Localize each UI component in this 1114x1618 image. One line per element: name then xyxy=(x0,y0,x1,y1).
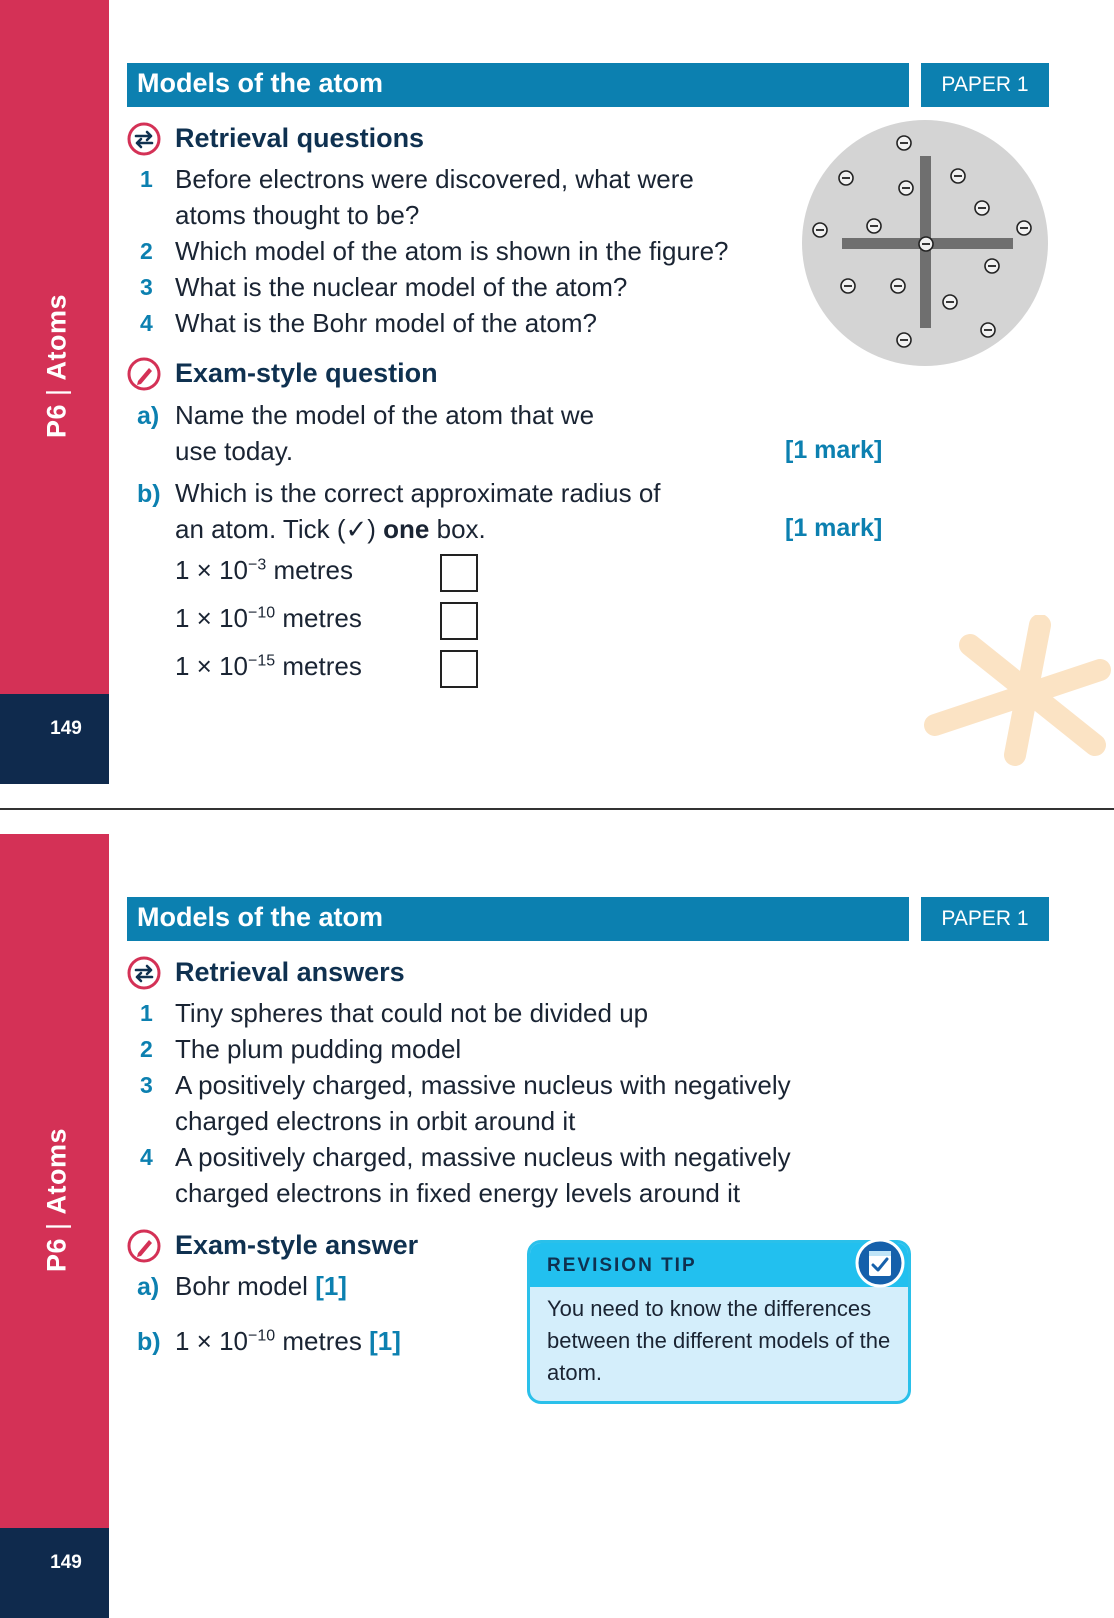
title-bar xyxy=(127,63,909,107)
part-a-text: Name the model of the atom that we xyxy=(175,400,595,430)
page-title: Models of the atom xyxy=(137,902,384,932)
part-label: b) xyxy=(137,480,161,508)
paper-badge xyxy=(921,63,1049,107)
revision-tip-text: You need to know the differences between the different models of the atom. xyxy=(547,1296,891,1385)
part-b-text: Which is the correct approximate radius of xyxy=(175,478,661,508)
answer-number: 2 xyxy=(140,1036,153,1062)
revision-tip-title: REVISION TIP xyxy=(547,1255,697,1276)
decorative-star-icon xyxy=(920,615,1114,784)
tick-box[interactable] xyxy=(440,602,478,640)
exam-question-heading: Exam-style question xyxy=(175,358,438,388)
tick-box[interactable] xyxy=(440,554,478,592)
exam-answer-heading: Exam-style answer xyxy=(175,1230,419,1260)
question-number: 1 xyxy=(140,166,153,192)
answer-number: 1 xyxy=(140,1000,153,1026)
revision-tip-box xyxy=(527,1240,911,1404)
answer-text: A positively charged, massive nucleus with negatively xyxy=(175,1070,791,1100)
part-a-text: use today. xyxy=(175,436,294,466)
pencil-icon xyxy=(127,357,161,391)
exam-answer-a: Bohr model [1] xyxy=(175,1271,347,1301)
sidebar-topic-label: P6|Atoms xyxy=(41,293,72,439)
pencil-icon xyxy=(127,1229,161,1263)
page-number-box xyxy=(0,694,109,784)
page-number-box xyxy=(0,1528,109,1618)
retrieval-answers-heading: Retrieval answers xyxy=(175,957,405,987)
answer-number: 3 xyxy=(140,1072,153,1098)
part-label: b) xyxy=(137,1328,161,1356)
question-text: What is the Bohr model of the atom? xyxy=(175,308,597,338)
page-number: 149 xyxy=(50,718,82,739)
title-bar xyxy=(127,897,909,941)
answer-card xyxy=(0,834,1114,1618)
answer-text: charged electrons in orbit around it xyxy=(175,1106,576,1136)
answer-text: charged electrons in fixed energy levels around it xyxy=(175,1178,741,1208)
paper-label: PAPER 1 xyxy=(941,73,1029,96)
answer-option: $1 \times 10^{-15}$ metres xyxy=(175,651,362,681)
answer-number: 4 xyxy=(140,1144,153,1170)
part-b-text: an atom. Tick (✓) one box. xyxy=(175,514,486,544)
checklist-icon xyxy=(855,1238,905,1288)
sidebar-topic-label: P6|Atoms xyxy=(41,1127,72,1273)
answer-text: A positively charged, massive nucleus with negatively xyxy=(175,1142,791,1172)
answer-text: The plum pudding model xyxy=(175,1034,462,1064)
sidebar xyxy=(0,0,109,694)
paper-label: PAPER 1 xyxy=(941,907,1029,930)
retrieval-arrows-icon xyxy=(127,122,161,156)
question-number: 4 xyxy=(140,310,153,336)
question-number: 2 xyxy=(140,238,153,264)
answer-text: Tiny spheres that could not be divided up xyxy=(175,998,649,1028)
answer-option: $1 \times 10^{-10}$ metres xyxy=(175,603,362,633)
page-title: Models of the atom xyxy=(137,68,384,98)
question-text: atoms thought to be? xyxy=(175,200,420,230)
divider-line xyxy=(0,808,1114,810)
mark-allocation: [1 mark] xyxy=(785,514,883,542)
question-text: Which model of the atom is shown in the figure? xyxy=(175,236,729,266)
exam-answer-b: $1 \times 10^{-10}$ metres [1] xyxy=(175,1326,401,1356)
paper-badge xyxy=(921,897,1049,941)
question-card xyxy=(0,0,1114,784)
plum-pudding-figure xyxy=(800,118,1050,368)
part-label: a) xyxy=(137,402,160,430)
question-text: Before electrons were discovered, what were xyxy=(175,164,694,194)
tick-box[interactable] xyxy=(440,650,478,688)
revision-tip-header xyxy=(530,1243,908,1287)
part-label: a) xyxy=(137,1273,160,1301)
retrieval-questions-heading: Retrieval questions xyxy=(175,123,425,153)
sidebar xyxy=(0,834,109,1528)
question-number: 3 xyxy=(140,274,153,300)
mark-allocation: [1 mark] xyxy=(785,436,883,464)
page-number: 149 xyxy=(50,1552,82,1573)
retrieval-arrows-icon xyxy=(127,956,161,990)
answer-option: $1 \times 10^{-3}$ metres xyxy=(175,555,353,585)
question-text: What is the nuclear model of the atom? xyxy=(175,272,628,302)
